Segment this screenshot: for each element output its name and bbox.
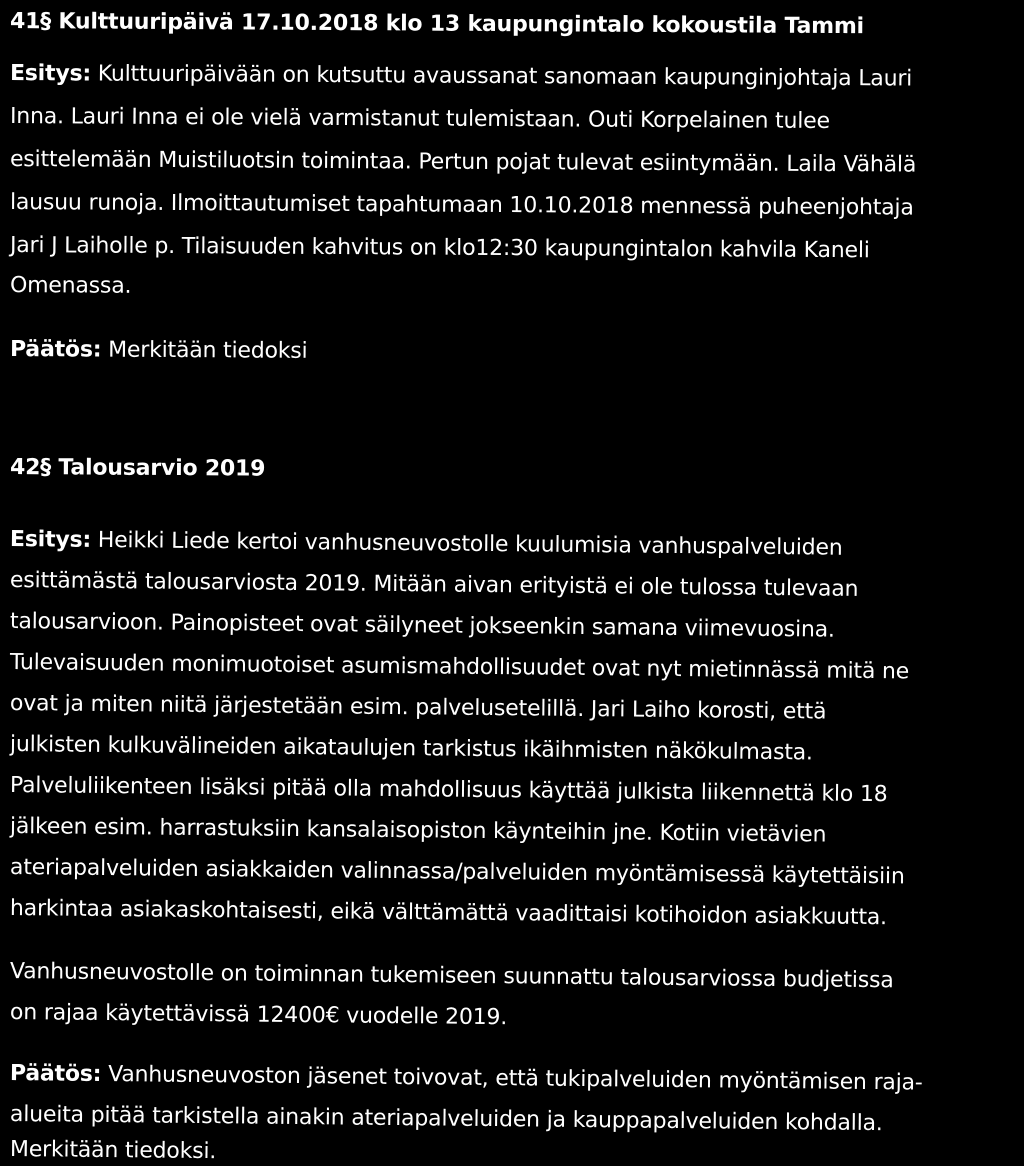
section-41-proposal-text: Kulttuuripäivään on kutsuttu avaussanat sanomaan kaupunginjohtaja Lauri [90, 61, 913, 92]
section-42-proposal-line-10: harkintaa asiakaskohtaisesti, eikä välttämättä vaadittaisi kotihoidon asiakkuutta. [9, 896, 888, 931]
section-42-proposal-line-5: ovat ja miten niitä järjestetään esim. palvelusetelillä. Jari Laiho korosti, että [9, 691, 827, 725]
section-42-heading: 42§ Talousarvio 2019 [9, 455, 266, 482]
section-42-budget-line-1: Vanhusneuvostolle on toiminnan tukemiseen suunnattu talousarviossa budjetissa [9, 959, 894, 994]
section-42-proposal-line-1 [10, 526, 843, 563]
section-42-proposal-line-9: ateriapalveluiden asiakkaiden valinnassa/palveluiden myöntämisessä käytettäisiin [9, 855, 905, 890]
section-41-proposal-line-1 [10, 60, 912, 94]
section-42-proposal-line-4: Tulevaisuuden monimuotoiset asumismahdollisuudet ovat nyt mietinnässä mitä ne [9, 650, 910, 685]
section-41-proposal-line-2: Inna. Lauri Inna ei ole vielä varmistanut tulemistaan. Outi Korpelainen tulee [9, 104, 830, 135]
section-42-proposal-line-8: jälkeen esim. harrastuksiin kansalaisopiston käynteihin jne. Kotiin vietävien [9, 814, 827, 848]
section-42-decision-text: Vanhusneuvoston jäsenet toivovat, että tukipalveluiden myöntämisen raja- [101, 1061, 923, 1096]
section-41-proposal-line-3: esittelemään Muistiluotsin toimintaa. Pertun pojat tulevat esiintymään. Laila Vähälä [9, 147, 917, 178]
section-41-decision-text: Merkitään tiedoksi [101, 337, 308, 364]
section-41-decision-label: Päätös: [9, 337, 102, 363]
section-42-proposal-line-3: talousarvioon. Painopisteet ovat säilyneet jokseenkin samana viimevuosina. [9, 609, 835, 643]
section-41-decision [10, 336, 308, 366]
section-42-budget-line-2: on rajaa käytettävissä 12400€ vuodelle 2019. [9, 1000, 508, 1031]
section-42-decision-line-2: alueita pitää tarkistella ainakin ateriapalveluiden ja kauppapalveluiden kohdalla. [9, 1102, 883, 1137]
section-42-proposal-label: Esitys: [9, 527, 92, 553]
section-42-proposal-text: Heikki Liede kertoi vanhusneuvostolle kuulumisia vanhuspalveluiden [90, 527, 843, 561]
section-42-decision-label: Päätös: [9, 1061, 102, 1087]
section-42-proposal-line-6: julkisten kulkuvälineiden aikataulujen tarkistus ikäihmisten näkökulmasta. [9, 732, 813, 766]
section-41-proposal-line-5: Jari J Laiholle p. Tilaisuuden kahvitus on klo12:30 kaupungintalon kahvila Kaneli [9, 233, 870, 264]
section-42-decision-line-1 [10, 1060, 923, 1098]
section-41-proposal-line-6: Omenassa. [9, 273, 132, 299]
section-41-proposal-line-4: lausuu runoja. Ilmoittautumiset tapahtumaan 10.10.2018 mennessä puheenjohtaja [9, 190, 914, 221]
section-41-heading: 41§ Kulttuuripäivä 17.10.2018 klo 13 kaupungintalo kokoustila Tammi [9, 9, 865, 40]
section-42-decision-line-3: Merkitään tiedoksi. [9, 1137, 217, 1165]
section-42-proposal-line-7: Palveluliikenteen lisäksi pitää olla mahdollisuus käyttää julkista liikennettä klo 18 [9, 773, 888, 808]
section-41-proposal-label: Esitys: [9, 61, 92, 87]
section-42-proposal-line-2: esittämästä talousarviosta 2019. Mitään aivan erityistä ei ole tulossa tulevaan [9, 568, 859, 602]
